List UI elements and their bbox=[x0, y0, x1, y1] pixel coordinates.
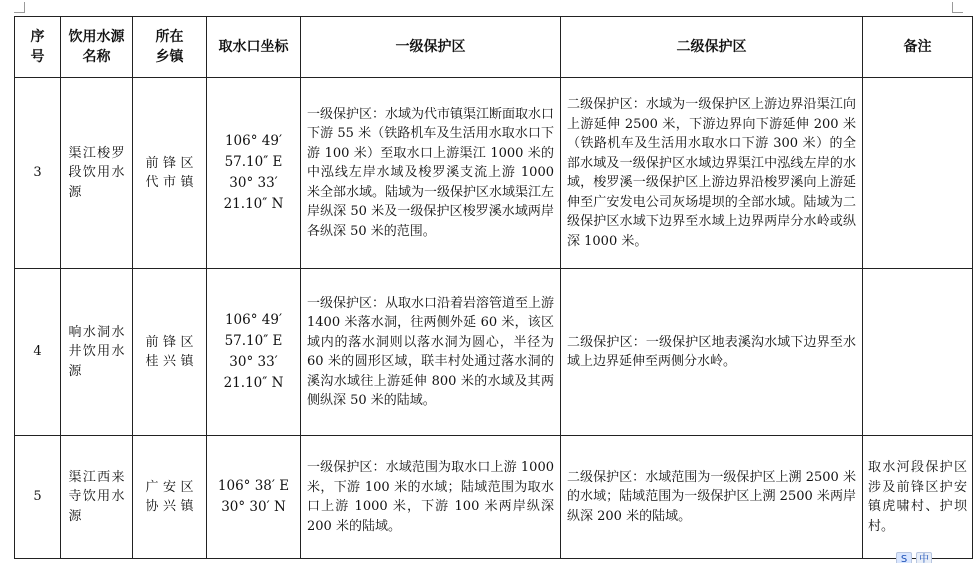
cell-source-name: 响水洞水井饮用水源 bbox=[61, 269, 133, 436]
cell-primary-zone: 一级保护区：水域范围为取水口上游 1000 米，下游 100 米的水域；陆域范围为取水口上游 1000 米，下游 100 米两岸纵深 200 米的陆域。 bbox=[301, 436, 561, 559]
ime-status-icon[interactable]: S bbox=[896, 552, 912, 563]
header-seq: 序号 bbox=[15, 17, 61, 78]
cell-remark bbox=[863, 269, 973, 436]
cell-primary-zone: 一级保护区：从取水口沿着岩溶管道至上游 1400 米落水洞，往两侧外延 60 米，该区域内的落水洞则以落水洞为圆心，半径为 60 米的圆形区域，联丰村处通过落水洞的溪沟水域往上游延伸 800 米的水域及其两侧纵深 50 米的陆域。 bbox=[301, 269, 561, 436]
cell-remark: 取水河段保护区涉及前锋区护安镇虎啸村、护坝村。 bbox=[863, 436, 973, 559]
cell-seq: 4 bbox=[15, 269, 61, 436]
header-intake-coordinates: 取水口坐标 bbox=[207, 17, 301, 78]
cell-remark bbox=[863, 78, 973, 269]
cell-town: 前锋区桂兴镇 bbox=[133, 269, 207, 436]
header-town: 所在乡镇 bbox=[133, 17, 207, 78]
cell-source-name: 渠江西来寺饮用水源 bbox=[61, 436, 133, 559]
ime-toolbar bbox=[896, 552, 932, 563]
coordinate-latitude: 30° 30′ N bbox=[221, 499, 286, 515]
cell-seq: 5 bbox=[15, 436, 61, 559]
ime-language-icon[interactable]: 中 bbox=[916, 552, 932, 563]
cell-secondary-zone: 二级保护区：水域为一级保护区上游边界沿渠江向上游延伸 2500 米，下游边界向下游延伸 200 米（铁路机车及生活用水取水口下游 300 米）的全部水域及一级保护区水域边界渠江中泓线左岸的水域，梭罗溪一级保护区上游边界沿梭罗溪向上游延伸至广安发电公司灰场堤坝的全部水域。陆域为二级保护区水域下边界至水域上边界两岸分水岭或纵深 1000 米。 bbox=[561, 78, 863, 269]
cell-coordinates bbox=[207, 269, 301, 436]
cell-source-name: 渠江梭罗段饮用水源 bbox=[61, 78, 133, 269]
crop-mark-left bbox=[14, 2, 25, 13]
coordinate-longitude: 106° 49′ 57.10″ E bbox=[224, 133, 283, 170]
cell-seq: 3 bbox=[15, 78, 61, 269]
table-row bbox=[15, 269, 973, 436]
cell-town: 前锋区代市镇 bbox=[133, 78, 207, 269]
water-source-protection-table bbox=[14, 16, 973, 559]
header-primary-zone: 一级保护区 bbox=[301, 17, 561, 78]
coordinate-latitude: 30° 33′ 21.10″ N bbox=[223, 175, 284, 212]
cell-secondary-zone: 二级保护区：一级保护区地表溪沟水域下边界至水域上边界延伸至两侧分水岭。 bbox=[561, 269, 863, 436]
crop-mark-right bbox=[952, 2, 963, 13]
header-secondary-zone: 二级保护区 bbox=[561, 17, 863, 78]
table-row bbox=[15, 78, 973, 269]
cell-primary-zone: 一级保护区：水域为代市镇渠江断面取水口下游 55 米（铁路机车及生活用水取水口下游 100 米）至取水口上游渠江 1000 米的中泓线左岸水域及梭罗溪支流上游 1000 米全部水域。陆域为一级保护区水域渠江左岸纵深 50 米及一级保护区梭罗溪水域两岸各纵深 50 米的范围。 bbox=[301, 78, 561, 269]
header-remark: 备注 bbox=[863, 17, 973, 78]
coordinate-longitude: 106° 38′ E bbox=[217, 478, 290, 494]
table-row bbox=[15, 436, 973, 559]
table-header-row bbox=[15, 17, 973, 78]
coordinate-longitude: 106° 49′ 57.10″ E bbox=[224, 312, 283, 349]
cell-town: 广安区协兴镇 bbox=[133, 436, 207, 559]
cell-coordinates bbox=[207, 436, 301, 559]
coordinate-latitude: 30° 33′ 21.10″ N bbox=[223, 354, 284, 391]
header-source-name: 饮用水源名称 bbox=[61, 17, 133, 78]
cell-secondary-zone: 二级保护区：水域范围为一级保护区上溯 2500 米的水域；陆域范围为一级保护区上溯 2500 米两岸纵深 200 米的陆域。 bbox=[561, 436, 863, 559]
cell-coordinates bbox=[207, 78, 301, 269]
